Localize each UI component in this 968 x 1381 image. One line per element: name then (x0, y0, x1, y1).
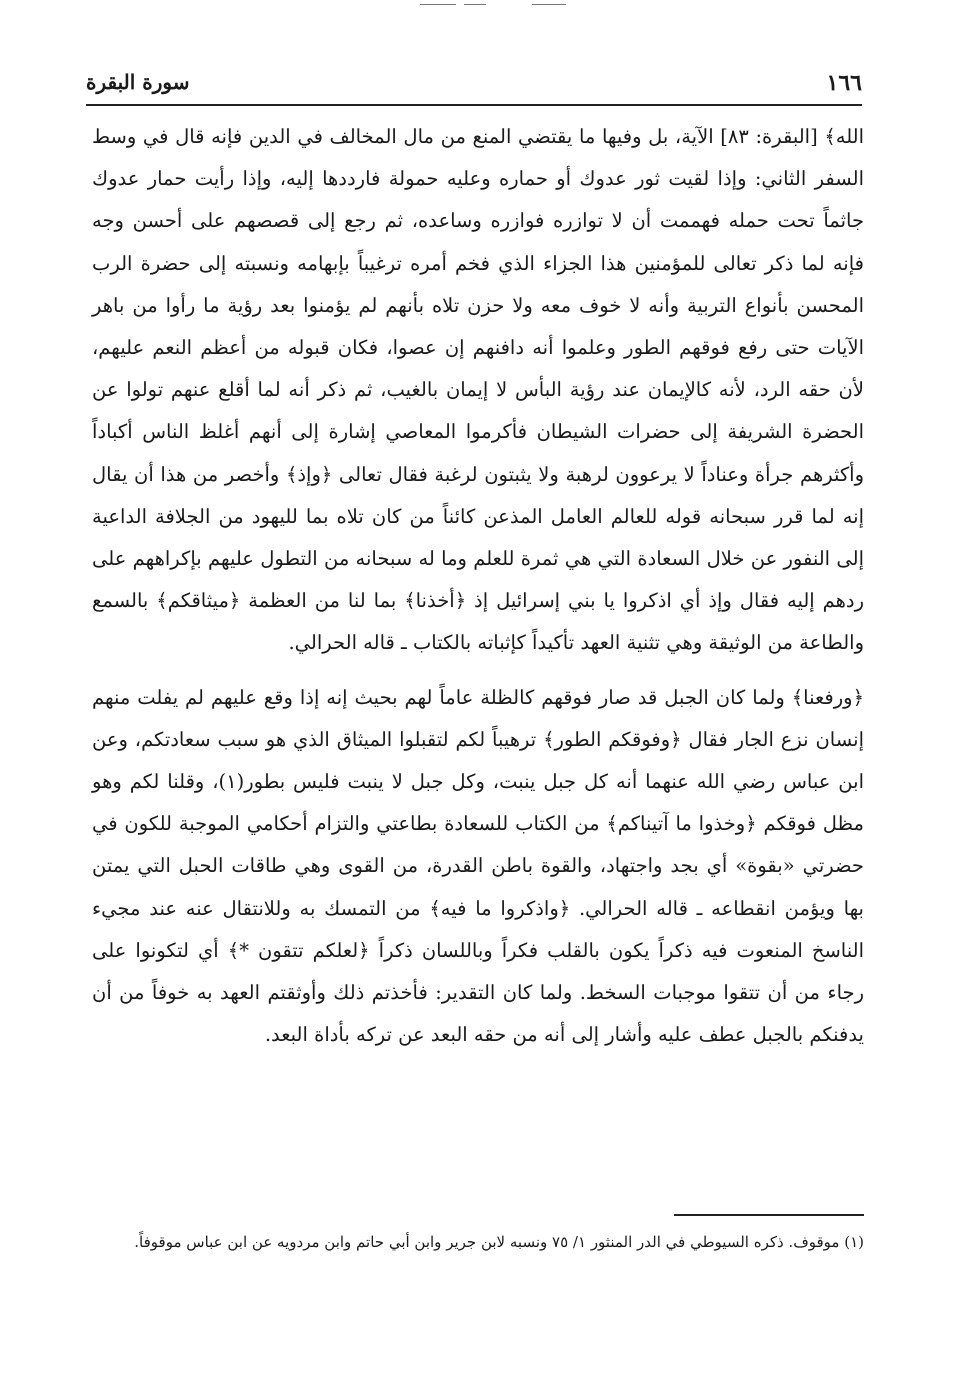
paragraph: الله﴾ [البقرة: ٨٣] الآية، بل وفيها ما يقتضي المنع من مال المخالف في الدين فإنه قال في وسط السفر الثاني: وإذا لقيت ثور عدوك أو حماره وعليه حمولة فارددها إليه، وإذا رأيت حمار عدوك جاثماً تحت حمله فهممت أن لا توازره فوازره وساعده، ثم رجع إلى قصصهم على أحسن وجه فإنه لما ذكر تعالى للمؤمنين هذا الجزاء الذي فخم أمره ترغيباً بإبهامه ونسبته إلى حضرة الرب المحسن بأنواع التربية وأنه لا خوف معه ولا حزن تلاه بأنهم لم يؤمنوا بعد رؤية ما رأوا من باهر الآيات حتى رفع فوقهم الطور وعلموا أنه دافنهم إن عصوا، فكان قبوله من أعظم النعم عليهم، لأن حقه الرد، لأنه كالإيمان عند رؤية البأس لا إيمان بالغيب، ثم ذكر أنه لما أقلع عنهم تولوا عن الحضرة الشريفة إلى حضرات الشيطان فأكرموا المعاصي إشارة إلى أنهم أغلظ الناس أكباداً وأكثرهم جرأة وعناداً لا يرعوون لرهبة ولا يثبتون لرغبة فقال تعالى ﴿وإذ﴾ وأخصر من هذا أن يقال إنه لما قرر سبحانه قوله للعالم العامل المذعن كائناً من كان تلاه بما لليهود من الجلافة الداعية إلى النفور عن خلال السعادة التي هي ثمرة للعلم وما له سبحانه من التطول عليهم بإكراههم على ردهم إليه فقال وإذ أي اذكروا يا بني إسرائيل إذ ﴿أخذنا﴾ بما لنا من العظمة ﴿ميثاقكم﴾ بالسمع والطاعة من الوثيقة وهي تثنية العهد تأكيداً كإثباته بالكتاب ـ قاله الحرالي. (92, 125, 865, 655)
footnote: (١) موقوف. ذكره السيوطي في الدر المنثور ١/ ٧٥ ونسبه لابن جرير وابن أبي حاتم وابن مردويه عن ابن عباس موقوفاً. (134, 1233, 864, 1251)
footnote-rule (674, 1214, 864, 1216)
page-number: ١٦٦ (826, 70, 862, 96)
header-rule (86, 104, 862, 106)
page-header (86, 66, 862, 106)
paragraph: ﴿ورفعنا﴾ ولما كان الجبل قد صار فوقهم كالظلة عاماً لهم بحيث إنه إذا وقع عليهم لم يفلت منهم إنسان نزع الجار فقال ﴿وفوقكم الطور﴾ ترهيباً لكم لتقبلوا الميثاق الذي هو سبب سعادتكم، وعن ابن عباس رضي الله عنهما أنه كل جبل ينبت، وكل جبل لا ينبت فليس بطور(١)، وقلنا لكم وهو مظل فوقكم ﴿وخذوا ما آتيناكم﴾ من الكتاب للسعادة بطاعتي والتزام أحكامي الموجبة للكون في حضرتي «بقوة» أي بجد واجتهاد، والقوة باطن القدرة، من القوى وهي طاقات الحبل التي يمتن بها ويؤمن انقطاعه ـ قاله الحرالي. ﴿واذكروا ما فيه﴾ من التمسك به وللانتقال عنه عند مجيء الناسخ المنعوت فيه ذكراً يكون بالقلب فكراً وباللسان ذكراً ﴿لعلكم تتقون *﴾ أي لتكونوا على رجاء من أن تتقوا موجبات السخط. ولما كان التقدير: فأخذتم ذلك وأوثقتم العهد به خوفاً من أن يدفنكم بالجبل عطف عليه وأشار إلى أنه من حقه البعد عن تركه بأداة البعد. (92, 685, 864, 1047)
main-text (92, 116, 864, 1056)
scan-marks (420, 4, 580, 10)
running-title: سورة البقرة (86, 70, 190, 94)
